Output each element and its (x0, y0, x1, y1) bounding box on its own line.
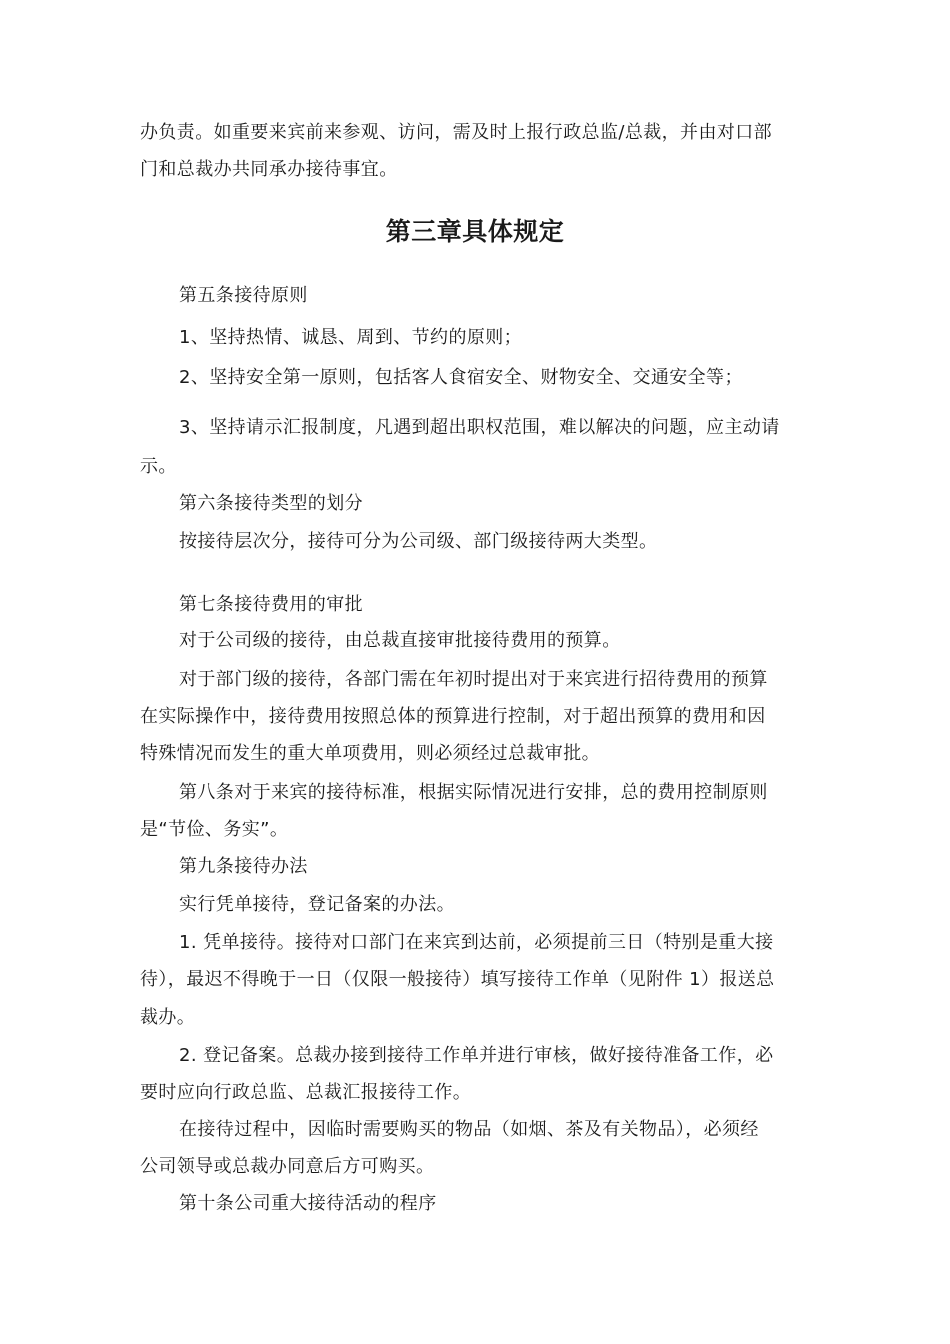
paragraph-line: 对于公司级的接待，由总裁直接审批接待费用的预算。 (179, 630, 621, 651)
paragraph-line: 1、坚持热情、诚恳、周到、节约的原则； (179, 327, 523, 348)
paragraph-line: 2. 登记备案。总裁办接到接待工作单并进行审核，做好接待准备工作，必 (179, 1045, 774, 1066)
paragraph-line: 公司领导或总裁办同意后方可购买。 (140, 1156, 435, 1177)
paragraph-line: 门和总裁办共同承办接待事宜。 (140, 159, 398, 180)
paragraph-line: 示。 (140, 456, 177, 477)
paragraph-line: 特殊情况而发生的重大单项费用，则必须经过总裁审批。 (140, 743, 600, 764)
paragraph-line: 2、坚持安全第一原则，包括客人食宿安全、财物安全、交通安全等； (179, 367, 743, 388)
paragraph-line: 1. 凭单接待。接待对口部门在来宾到达前，必须提前三日（特别是重大接 (179, 932, 774, 953)
paragraph-line: 要时应向行政总监、总裁汇报接待工作。 (140, 1082, 472, 1103)
paragraph-line: 在实际操作中，接待费用按照总体的预算进行控制，对于超出预算的费用和因 (140, 706, 766, 727)
paragraph-line: 按接待层次分，接待可分为公司级、部门级接待两大类型。 (179, 531, 658, 552)
article-heading: 第五条接待原则 (179, 285, 308, 306)
article-heading: 第七条接待费用的审批 (179, 594, 363, 615)
paragraph-line: 3、坚持请示汇报制度，凡遇到超出职权范围，难以解决的问题，应主动请 (179, 417, 780, 438)
article-heading: 第八条对于来宾的接待标准，根据实际情况进行安排，总的费用控制原则 (179, 782, 768, 803)
article-heading: 第六条接待类型的划分 (179, 493, 363, 514)
paragraph-line: 实行凭单接待，登记备案的办法。 (179, 894, 455, 915)
paragraph-line: 是“节俭、务实”。 (140, 819, 289, 840)
article-heading: 第九条接待办法 (179, 856, 308, 877)
paragraph-line: 裁办。 (140, 1007, 196, 1028)
paragraph-line: 对于部门级的接待，各部门需在年初时提出对于来宾进行招待费用的预算 (179, 669, 768, 690)
paragraph-line: 办负责。如重要来宾前来参观、访问，需及时上报行政总监/总裁，并由对口部 (140, 122, 773, 143)
paragraph-line: 待），最迟不得晚于一日（仅限一般接待）填写接待工作单（见附件 1）报送总 (140, 969, 775, 990)
chapter-title: 第三章具体规定 (385, 217, 565, 246)
article-heading: 第十条公司重大接待活动的程序 (179, 1193, 437, 1214)
paragraph-line: 在接待过程中，因临时需要购买的物品（如烟、茶及有关物品），必须经 (179, 1119, 759, 1140)
